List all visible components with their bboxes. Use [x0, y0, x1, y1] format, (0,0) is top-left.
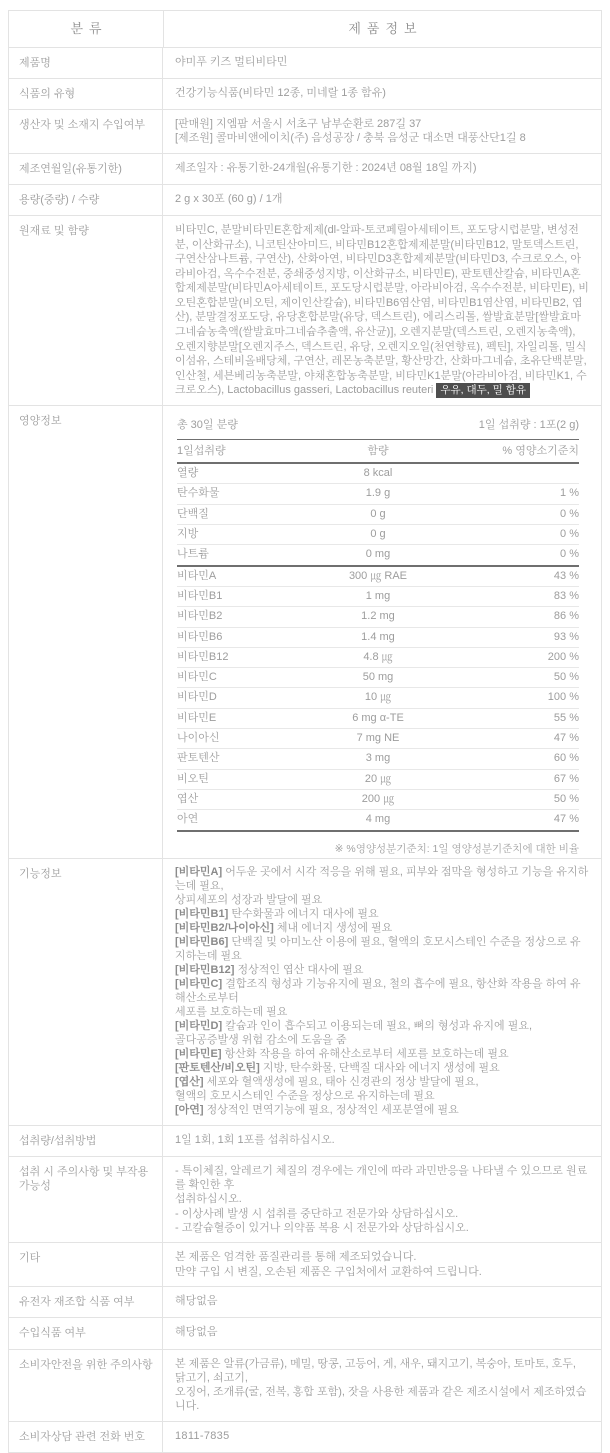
row-phone: [9, 1421, 601, 1452]
row-intake: [9, 1125, 601, 1156]
nutrition-row: [177, 484, 579, 504]
nutrient-amount: 8 kcal: [322, 463, 435, 484]
nutrient-amount: 1.4 mg: [322, 627, 435, 647]
nutrient-name: 비타민E: [177, 708, 322, 728]
row-volume: [9, 184, 601, 215]
row-product-name: [9, 47, 601, 78]
nutrient-amount: 10 ㎍: [322, 688, 435, 708]
etc-value: 본 제품은 엄격한 품질관리를 통해 제조되었습니다. 만약 구입 시 변질, 오손된 제품은 구입처에서 교환하여 드립니다.: [175, 1251, 482, 1278]
nutrient-name: 비타민D: [177, 688, 322, 708]
row-functions: [9, 858, 601, 1124]
nutrient-amount: 7 mg NE: [322, 729, 435, 749]
nutrition-row: [177, 789, 579, 809]
row-cautions: [9, 1156, 601, 1242]
nutrient-percent: 0 %: [434, 504, 579, 524]
nutrition-row: [177, 810, 579, 831]
function-item-tag: [비타민A]: [175, 866, 223, 879]
nutrition-row: [177, 627, 579, 647]
nutrient-percent: 47 %: [434, 729, 579, 749]
nutrient-percent: [434, 463, 579, 484]
nutrient-percent: 0 %: [434, 545, 579, 566]
function-item: [엽산] 세포와 혈액생성에 필요, 태아 신경관의 정상 발달에 필요,: [175, 1075, 479, 1088]
volume-value: 2 g x 30포 (60 g) / 1개: [175, 193, 283, 206]
product-name-label: 제품명: [9, 48, 163, 78]
function-item-tag: [아연]: [175, 1103, 204, 1116]
nutrient-percent: 43 %: [434, 566, 579, 587]
function-item-tag: [비타민B6]: [175, 935, 229, 948]
phone-label: 소비자상담 관련 전화 번호: [9, 1422, 163, 1452]
mfg-date-value: 제조일자 : 유통기한-24개월(유통기한 : 2024년 08월 18일 까지): [175, 161, 477, 174]
nutrient-amount: 3 mg: [322, 749, 435, 769]
nutrient-percent: 0 %: [434, 525, 579, 545]
product-info-table: [8, 10, 602, 1453]
nutrient-name: 엽산: [177, 789, 322, 809]
function-item-tag: [엽산]: [175, 1075, 204, 1088]
function-item-tag: [비타민B12]: [175, 963, 235, 976]
row-safety: [9, 1349, 601, 1421]
nutrient-percent: 50 %: [434, 789, 579, 809]
allergen-badge: 우유, 대두, 밀 함유: [436, 383, 530, 398]
nutrition-serving-label: 1일 섭취량 : 1포(2 g): [434, 414, 579, 440]
nutrient-name: 비타민B2: [177, 607, 322, 627]
nutrition-col-header: 1일섭취량: [177, 439, 322, 463]
mfg-date-label: 제조연월일(유통기한): [9, 154, 163, 184]
cautions-label: 섭취 시 주의사항 및 부작용 가능성: [9, 1157, 163, 1242]
nutrient-percent: 55 %: [434, 708, 579, 728]
nutrition-row: [177, 729, 579, 749]
nutrition-row: [177, 504, 579, 524]
nutrient-amount: 4 mg: [322, 810, 435, 831]
function-item: [아연] 정상적인 면역기능에 필요, 정상적인 세포분열에 필요: [175, 1103, 459, 1116]
intake-value: 1일 1회, 1회 1포를 섭취하십시오.: [175, 1133, 335, 1146]
nutrient-name: 판토텐산: [177, 749, 322, 769]
table-header-row: [9, 11, 601, 47]
phone-value: 1811-7835: [175, 1429, 230, 1442]
nutrition-row: [177, 463, 579, 484]
nutrition-serving-row: [177, 414, 579, 440]
function-item-tag: [비타민B1]: [175, 908, 229, 921]
function-item: [비타민E] 항산화 작용을 하여 유해산소로부터 세포를 보호하는데 필요: [175, 1047, 509, 1060]
ingredients-value: [163, 216, 601, 404]
nutrient-name: 비타민B12: [177, 647, 322, 667]
header-category: 분류: [9, 11, 164, 47]
nutrient-name: 비타민B6: [177, 627, 322, 647]
nutrient-percent: 1 %: [434, 484, 579, 504]
nutrient-percent: 93 %: [434, 627, 579, 647]
nutrient-amount: 20 ㎍: [322, 769, 435, 789]
imported-value: 해당없음: [175, 1326, 218, 1339]
function-item: [비타민B12] 정상적인 엽산 대사에 필요: [175, 963, 364, 976]
nutrition-row: [177, 749, 579, 769]
imported-label: 수입식품 여부: [9, 1318, 163, 1348]
food-type-value: 건강기능식품(비타민 12종, 미네랄 1종 함유): [175, 86, 386, 99]
nutrition-label: 영양정보: [9, 406, 163, 859]
nutrient-amount: 4.8 ㎍: [322, 647, 435, 667]
function-item-continuation: 상피세포의 성장과 발달에 필요: [175, 894, 323, 907]
nutrient-name: 열량: [177, 463, 322, 484]
function-item: [비타민A] 어두운 곳에서 시각 적응을 위해 필요, 피부와 점막을 형성하고 기능을 유지하는데 필요,: [175, 866, 589, 893]
nutrient-amount: 1.2 mg: [322, 607, 435, 627]
nutrient-name: 나트륨: [177, 545, 322, 566]
function-item: [비타민B1] 탄수화물과 에너지 대사에 필요: [175, 908, 379, 921]
row-ingredients: [9, 215, 601, 404]
ingredients-list-text: 비타민C, 분말비타민E혼합제제(dl-알파-토코페릴아세테이트, 포도당시럽분말, 변성전분, 이산화규소), 니코틴산아미드, 비타민B12혼합제제분말(비타민B12, 말토덱스트린, 구연산삼나트륨, 구연산), 산화아연, 비타민D3혼합제제분말(비타민D3, 수크로오스, 아라비아검, 옥수수전분, 중쇄중성지방, 이산화규소, 비타민E), 판토텐산칼슘, 비타민A혼합제제분말(비타민A아세테이트, 포도당시럽분말, 아라비아검, 옥수수전분, 비타민E), 비오틴혼합분말(비오틴, 제이인산칼슘), 비타민B6염산염, 비타민B1염산염, 비타민B2, 엽산), 분말결정포도당, 유당혼합분말(유당, 덱스트린), 에리스리톨, 쌀발효분말[쌀발효마그네슘농축액(쌀발효마그네슘추출액, 유산균)], 오렌지분말(덱스트린, 오렌지농축액), 오렌지향분말[오렌지주스, 덱스트린, 유당, 오렌지오일(천연향료), 펙틴], 자일리톨, 밀식이섬유, 스테비올배당체, 구연산, 레몬농축분말, 황산망간, 산화마그네슘, 초유단백분말, 인산철, 세븐베리농축분말, 야채혼합농축분말, 비타민K1분말(아라비아검, 비타민K1, 수크로오스), Lactobacillus gasseri, Lactobacillus reuteri: [175, 224, 589, 397]
nutrient-name: 비타민B1: [177, 586, 322, 606]
nutrition-col-header: % 영양소기준치: [434, 439, 579, 463]
volume-label: 용량(중량) / 수량: [9, 185, 163, 215]
function-item-continuation: 세포를 보호하는데 필요: [175, 1005, 288, 1018]
nutrient-percent: 83 %: [434, 586, 579, 606]
nutrition-note: ※ %영양성분기준치: 1일 영양성분기준치에 대한 비율: [334, 842, 579, 855]
nutrition-row: [177, 688, 579, 708]
nutrition-table-wrap: [163, 406, 601, 838]
function-item-continuation: 혈액의 호모시스테인 수준을 정상으로 유지하는데 필요: [175, 1089, 435, 1102]
function-item: [비타민D] 칼슘과 인이 흡수되고 이용되는데 필요, 뼈의 형성과 유지에 필요,: [175, 1019, 533, 1032]
functions-label: 기능정보: [9, 859, 163, 1124]
gmo-value: 해당없음: [175, 1294, 218, 1307]
row-food-type: [9, 78, 601, 109]
nutrient-name: 나이아신: [177, 729, 322, 749]
safety-value: 본 제품은 알류(가금류), 메밀, 땅콩, 고등어, 게, 새우, 돼지고기, 복숭아, 토마토, 호두, 닭고기, 쇠고기, 오징어, 조개류(굴, 전복, 홍합 포함), 잣을 사용한 제품과 같은 제조시설에서 제조하였습니다.: [175, 1357, 587, 1413]
nutrition-row: [177, 668, 579, 688]
row-nutrition: [9, 405, 601, 859]
producer-value: [판매원] 지엠팜 서울시 서초구 남부순환로 287길 37 [제조원] 콜마비앤에이치(주) 음성공장 / 충북 음성군 대소면 대풍산단1길 8: [175, 118, 526, 145]
header-product-info: 제품정보: [348, 21, 423, 36]
nutrient-name: 아연: [177, 810, 322, 831]
nutrient-name: 단백질: [177, 504, 322, 524]
nutrient-name: 비타민C: [177, 668, 322, 688]
etc-label: 기타: [9, 1243, 163, 1286]
row-mfg-date: [9, 153, 601, 184]
safety-label: 소비자안전을 위한 주의사항: [9, 1350, 163, 1421]
function-item: [판토텐산/비오틴] 지방, 탄수화물, 단백질 대사와 에너지 생성에 필요: [175, 1061, 500, 1074]
nutrient-amount: 1.9 g: [322, 484, 435, 504]
nutrient-name: 비타민A: [177, 566, 322, 587]
nutrition-col-header: 함량: [322, 439, 435, 463]
food-type-label: 식품의 유형: [9, 79, 163, 109]
producer-label: 생산자 및 소재지 수입여부: [9, 110, 163, 153]
function-item: [비타민B2/나이아신] 체내 에너지 생성에 필요: [175, 922, 393, 935]
nutrient-amount: 0 mg: [322, 545, 435, 566]
nutrient-percent: 47 %: [434, 810, 579, 831]
nutrient-percent: 86 %: [434, 607, 579, 627]
nutrition-row: [177, 545, 579, 566]
nutrient-amount: 0 g: [322, 504, 435, 524]
nutrition-row: [177, 708, 579, 728]
nutrient-name: 비오틴: [177, 769, 322, 789]
function-item-tag: [판토텐산/비오틴]: [175, 1061, 260, 1074]
cautions-value: - 특이체질, 알레르기 체질의 경우에는 개인에 따라 과민반응을 나타낼 수 있으므로 원료를 확인한 후 섭취하십시오. - 이상사례 발생 시 섭취를 중단하고 전문가와 상담하십시오. - 고칼슘혈증이 있거나 의약품 복용 시 전문가와 상담하십시오.: [175, 1164, 588, 1235]
nutrition-row: [177, 525, 579, 545]
function-item: [비타민B6] 단백질 및 아미노산 이용에 필요, 혈액의 호모시스테인 수준을 정상으로 유지하는데 필요: [175, 935, 581, 962]
nutrient-percent: 60 %: [434, 749, 579, 769]
nutrition-row: [177, 607, 579, 627]
functions-value: [163, 859, 601, 1124]
function-item-tag: [비타민E]: [175, 1047, 222, 1060]
function-item-tag: [비타민B2/나이아신]: [175, 922, 274, 935]
function-item-continuation: 골다공증발생 위험 감소에 도움을 줌: [175, 1033, 347, 1046]
nutrient-amount: 6 mg α-TE: [322, 708, 435, 728]
row-imported: [9, 1317, 601, 1348]
nutrient-amount: 1 mg: [322, 586, 435, 606]
nutrition-row: [177, 586, 579, 606]
function-item: [비타민C] 결합조직 형성과 기능유지에 필요, 철의 흡수에 필요, 항산화 작용을 하여 유해산소로부터: [175, 977, 581, 1004]
nutrition-total-label: 총 30일 분량: [177, 414, 434, 440]
nutrient-amount: 0 g: [322, 525, 435, 545]
nutrient-percent: 100 %: [434, 688, 579, 708]
row-gmo: [9, 1286, 601, 1317]
row-producer: [9, 109, 601, 153]
nutrient-percent: 67 %: [434, 769, 579, 789]
ingredients-label: 원재료 및 함량: [9, 216, 163, 404]
intake-label: 섭취량/섭취방법: [9, 1126, 163, 1156]
nutrition-row: [177, 566, 579, 587]
nutrient-name: 지방: [177, 525, 322, 545]
nutrient-name: 탄수화물: [177, 484, 322, 504]
row-etc: [9, 1242, 601, 1286]
function-item-tag: [비타민C]: [175, 977, 223, 990]
function-item-tag: [비타민D]: [175, 1019, 223, 1032]
nutrient-percent: 50 %: [434, 668, 579, 688]
nutrient-percent: 200 %: [434, 647, 579, 667]
nutrition-row: [177, 769, 579, 789]
nutrient-amount: 50 mg: [322, 668, 435, 688]
nutrition-column-headers: [177, 439, 579, 463]
gmo-label: 유전자 재조합 식품 여부: [9, 1287, 163, 1317]
nutrition-value: [163, 406, 601, 859]
product-name-value: 야미푸 키즈 멀티비타민: [175, 55, 288, 68]
nutrition-table: [177, 414, 579, 832]
nutrient-amount: 300 ㎍ RAE: [322, 566, 435, 587]
nutrient-amount: 200 ㎍: [322, 789, 435, 809]
nutrition-row: [177, 647, 579, 667]
